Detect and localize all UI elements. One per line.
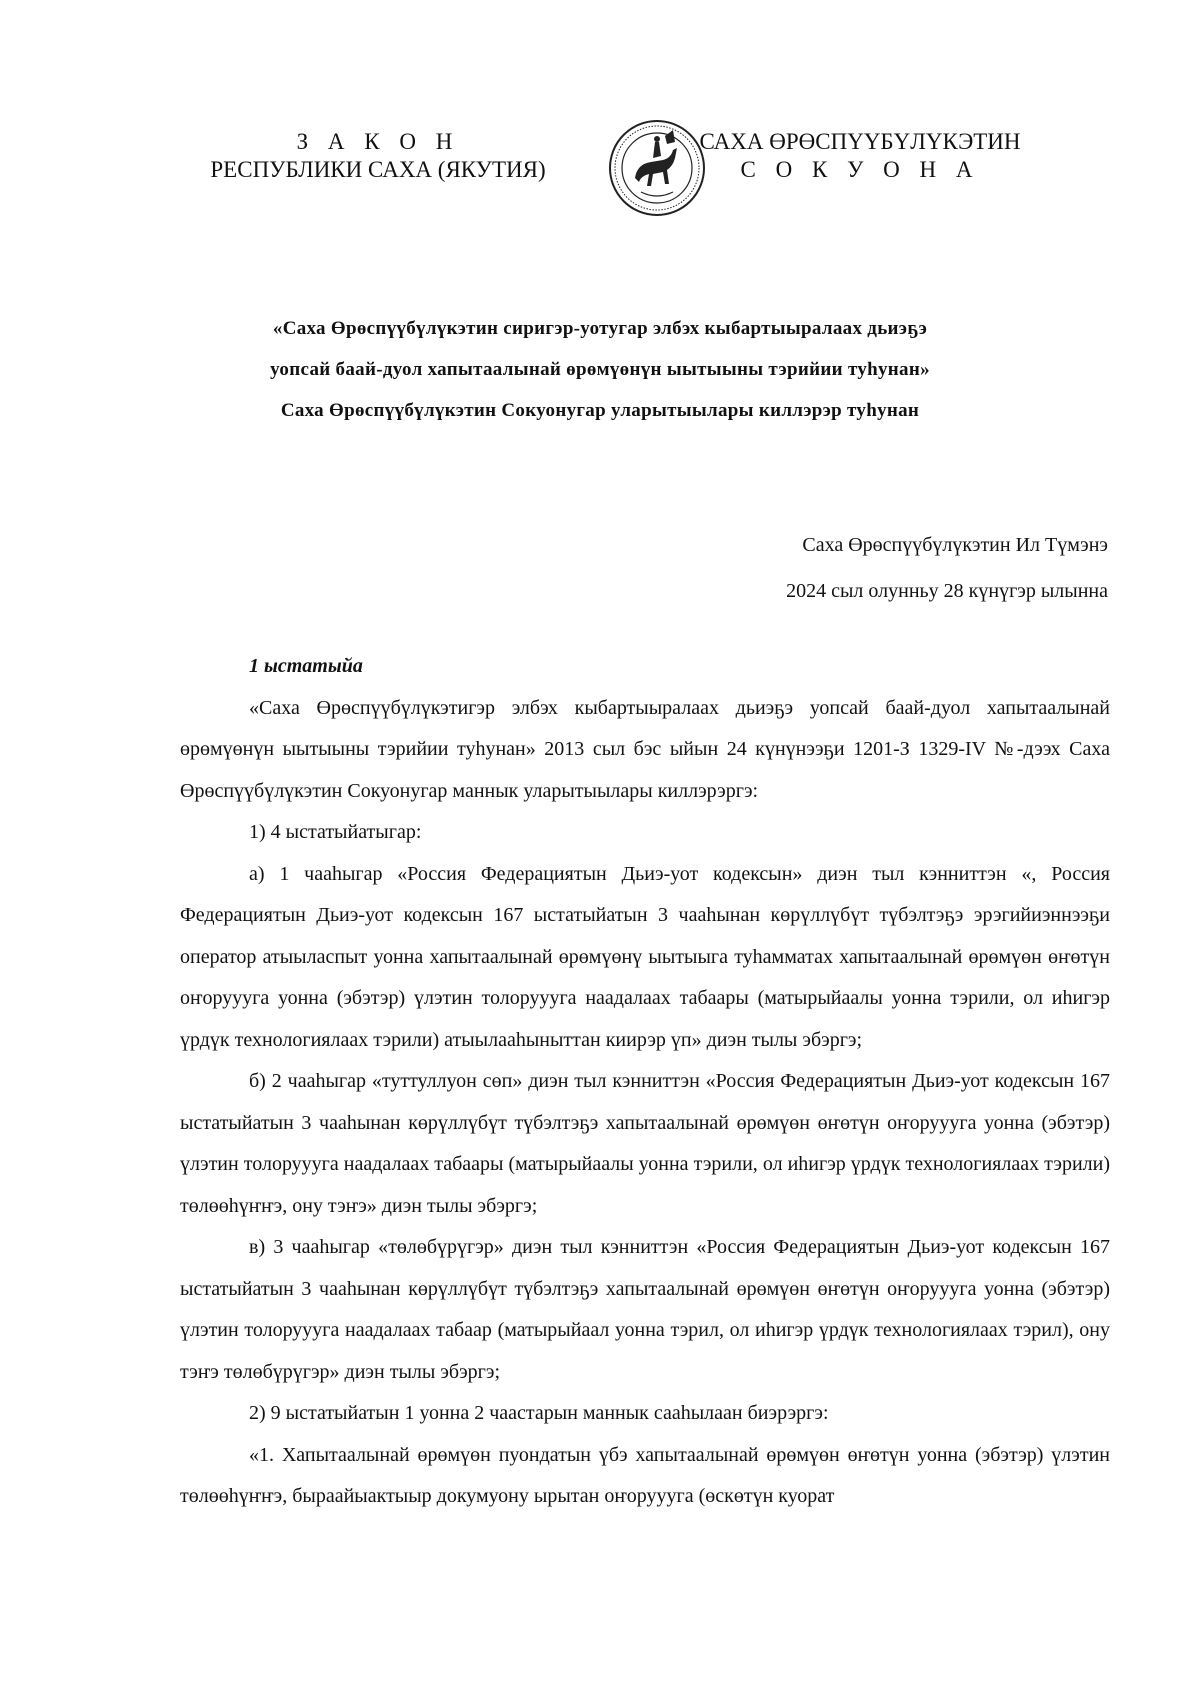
adoption-info (786, 522, 1108, 614)
header-left (178, 128, 578, 184)
header-left-line2: РЕСПУБЛИКИ САХА (ЯКУТИЯ) (210, 157, 546, 182)
header-right-line1: САХА ӨРӨСПҮҮБҮЛҮКЭТИН (699, 129, 1021, 154)
title-line2: уопсай баай-дуол хапытаалынай өрөмүөнүн ыытыыны тэрийии туһунан» (270, 359, 930, 380)
header-right-line2: С О К У О Н А (740, 157, 980, 182)
title-line3: Саха Өрөспүүбүлүкэтин Сокуонугар уларытыылары киллэрэр туһунан (280, 400, 920, 421)
paragraph: а) 1 чааһыгар «Россия Федерациятын Дьиэ-уот кодексын» диэн тыл кэнниттэн «, Россия Федерациятын Дьиэ-уот кодексын 167 ыстатыйатын 3 чааһынан көрүллүбүт түбэлтэҕэ эрэгийиэннээҕи оператор атыыласпыт уонна хапытаалынай өрөмүөнү ыытыыга туһамматах хапытаалынай өрөмүөн өҥөтүн оҥоруууга уонна (эбэтэр) үлэтин толоруууга наадалаах табаары (матырыйаалы уонна тэрили, ол иһигэр үрдүк технологиялаах тэрили) атыылааһыныттан киирэр үп» диэн тылы эбэргэ; (180, 862, 1110, 1051)
paragraph: б) 2 чааһыгар «туттуллуон сөп» диэн тыл кэнниттэн «Россия Федерациятын Дьиэ-уот кодексын 167 ыстатыйатын 3 чааһынан көрүллүбүт түбэлтэҕэ хапытаалынай өрөмүөн өҥөтүн оҥоруууга уонна (эбэтэр) үлэтин толоруууга наадалаах табаары (матырыйаалы уонна тэрили, ол иһигэр үрдүк технологиялаах тэрили) төлөөһүҥҥэ, ону тэҥэ» диэн тылы эбэргэ; (180, 1070, 1110, 1217)
header-right (660, 128, 1060, 184)
paragraph: «Саха Өрөспүүбүлүкэтигэр элбэх кыбартыыралаах дьиэҕэ уопсай баай-дуол хапытаалынай өрөмүөнүн ыытыыны тэрийии туһунан» 2013 сыл бэс ыйын 24 күнүнээҕи 1201-З 1329-IV №-дээх Саха Өрөспүүбүлүкэтин Сокуонугар маннык уларытыылары киллэрэргэ: (180, 696, 1110, 802)
paragraph: 1) 4 ыстатыйатыгар: (249, 821, 422, 843)
article-body (180, 646, 1110, 1518)
paragraph: в) 3 чааһыгар «төлөбүрүгэр» диэн тыл кэнниттэн «Россия Федерациятын Дьиэ-уот кодексын 167 ыстатыйатын 3 чааһынан көрүллүбүт түбэлтэҕэ хапытаалынай өрөмүөн өҥөтүн оҥоруууга уонна (эбэтэр) үлэтин толоруууга наадалаах табаар (матырыйаал уонна тэрил, ол иһигэр үрдүк технологиялаах тэрил), ону тэҥэ төлөбүрүгэр» диэн тылы эбэргэ; (180, 1236, 1110, 1383)
header-left-line1: З А К О Н (296, 129, 460, 154)
paragraph: «1. Хапытаалынай өрөмүөн пуондатын үбэ хапытаалынай өрөмүөн өҥөтүн уонна (эбэтэр) үлэтин төлөөһүҥҥэ, быраайыактыыр докумуону ырытан оҥоруууга (өскөтүн куорат (180, 1443, 1110, 1507)
article-heading: 1 ыстатыйа (249, 655, 363, 677)
paragraph: 2) 9 ыстатыйатын 1 уонна 2 чаастарын маннык сааһылаан биэрэргэ: (249, 1402, 829, 1424)
law-title (160, 308, 1040, 431)
title-line1: «Саха Өрөспүүбүлүкэтин сиригэр-уотугар элбэх кыбартыыралаах дьиэҕэ (272, 318, 928, 339)
adoption-date: 2024 сыл олунньу 28 күнүгэр ылынна (786, 580, 1108, 602)
adopted-by: Саха Өрөспүүбүлүкэтин Ил Түмэнэ (802, 534, 1108, 556)
